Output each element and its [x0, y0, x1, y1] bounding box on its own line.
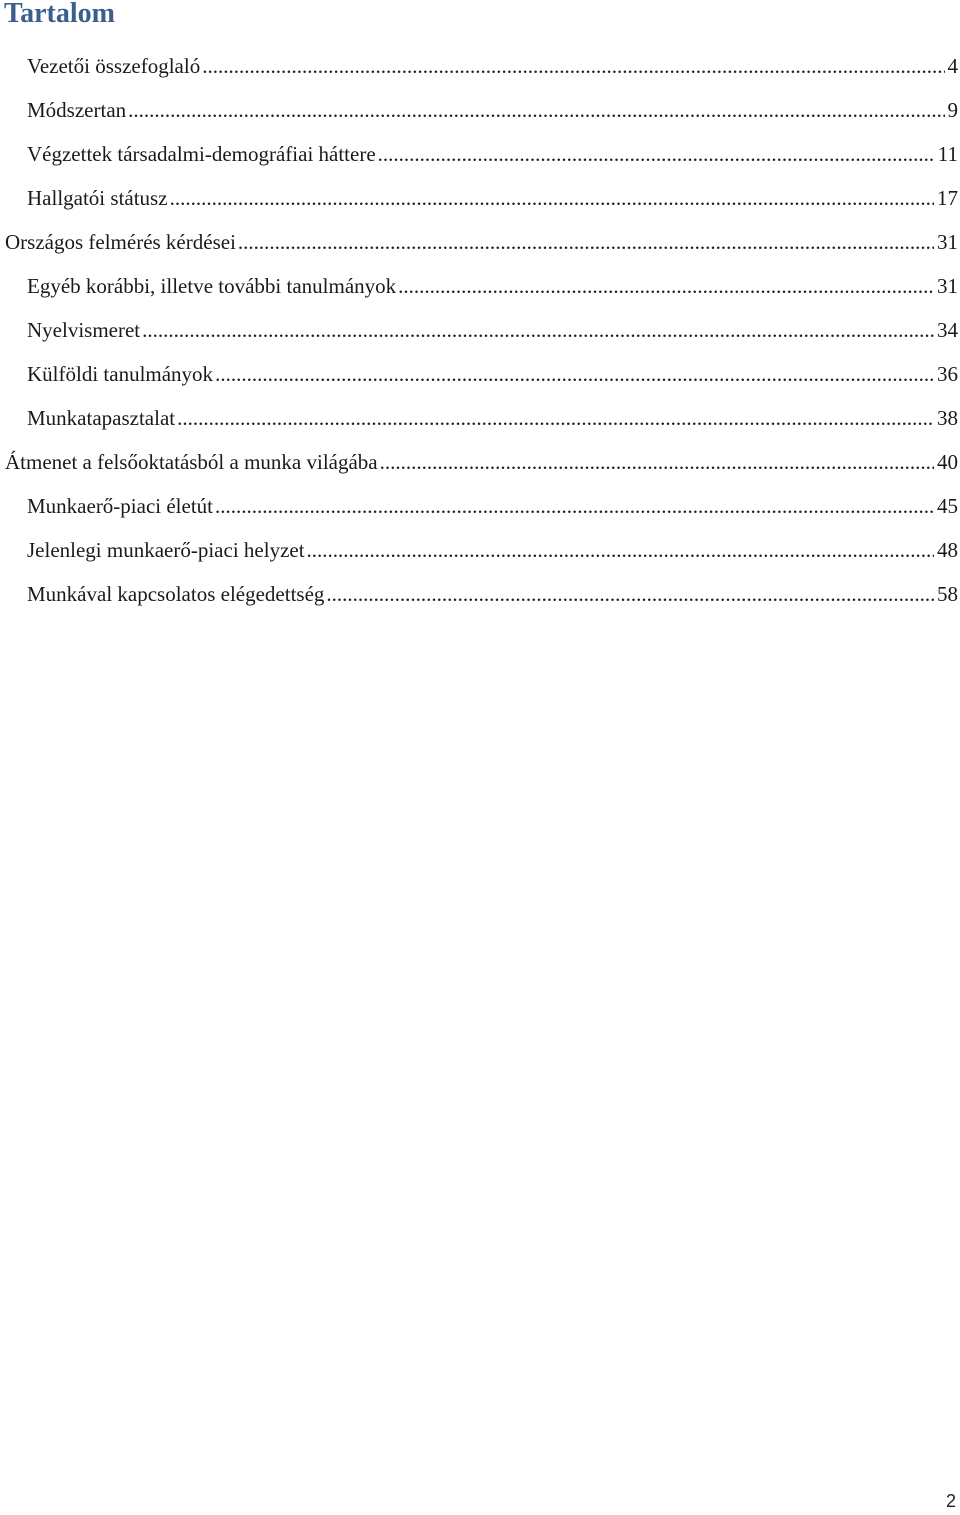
page-number: 2	[945, 1491, 956, 1511]
toc-entry-kulfoldi-tanulmanyok[interactable]	[0, 352, 960, 396]
dot-leader	[307, 535, 934, 565]
toc-entry-label: Nyelvismeret	[27, 318, 141, 342]
dot-leader	[202, 51, 944, 81]
toc-entry-label: Munkatapasztalat	[27, 406, 176, 430]
toc-entry-page: 48	[937, 538, 958, 562]
dot-leader	[215, 491, 934, 521]
toc-entry-hallgatoi-statusz[interactable]	[0, 176, 960, 220]
toc-entry-label: Egyéb korábbi, illetve további tanulmányok	[27, 274, 397, 298]
dot-leader	[128, 95, 944, 125]
toc-entry-page: 11	[937, 142, 958, 166]
toc-entry-orszagos-felmeres[interactable]	[0, 220, 960, 264]
dot-leader	[238, 227, 934, 257]
dot-leader	[215, 359, 934, 389]
toc-entry-label: Vezetői összefoglaló	[27, 54, 201, 78]
dot-leader	[177, 403, 934, 433]
toc-entry-page: 4	[947, 54, 958, 78]
toc-entry-munkaero-piaci-eletut[interactable]	[0, 484, 960, 528]
dot-leader	[170, 183, 934, 213]
dot-leader	[142, 315, 934, 345]
toc-entry-label: Jelenlegi munkaerő-piaci helyzet	[27, 538, 305, 562]
toc-entry-page: 36	[937, 362, 958, 386]
toc-entry-modszertan[interactable]	[0, 88, 960, 132]
toc-entry-atmenet[interactable]	[0, 440, 960, 484]
toc-entry-jelenlegi-helyzet[interactable]	[0, 528, 960, 572]
toc-list	[0, 44, 960, 616]
toc-entry-label: Külföldi tanulmányok	[27, 362, 214, 386]
toc-entry-page: 17	[937, 186, 958, 210]
dot-leader	[398, 271, 934, 301]
toc-entry-label: Hallgatói státusz	[27, 186, 168, 210]
toc-entry-page: 34	[937, 318, 958, 342]
dot-leader	[326, 579, 934, 609]
toc-entry-page: 40	[937, 450, 958, 474]
toc-entry-label: Országos felmérés kérdései	[5, 230, 236, 254]
toc-entry-page: 45	[937, 494, 958, 518]
toc-entry-nyelvismeret[interactable]	[0, 308, 960, 352]
toc-entry-label: Végzettek társadalmi-demográfiai háttere	[27, 142, 376, 166]
toc-entry-demografiai-hattere[interactable]	[0, 132, 960, 176]
toc-entry-label: Átmenet a felsőoktatásból a munka világába	[5, 450, 378, 474]
toc-entry-page: 31	[937, 230, 958, 254]
toc-entry-label: Munkával kapcsolatos elégedettség	[27, 582, 325, 606]
toc-entry-elegedettseg[interactable]	[0, 572, 960, 616]
toc-entry-vezetoi-osszefoglalo[interactable]	[0, 44, 960, 88]
toc-entry-page: 38	[937, 406, 958, 430]
toc-entry-label: Munkaerő-piaci életút	[27, 494, 214, 518]
toc-entry-label: Módszertan	[27, 98, 127, 122]
toc-entry-page: 58	[937, 582, 958, 606]
toc-entry-page: 9	[947, 98, 958, 122]
dot-leader	[378, 139, 935, 169]
dot-leader	[380, 447, 934, 477]
toc-entry-page: 31	[937, 274, 958, 298]
toc-entry-munkatapasztalat[interactable]	[0, 396, 960, 440]
toc-title: Tartalom	[4, 0, 115, 29]
toc-entry-egyeb-tanulmanyok[interactable]	[0, 264, 960, 308]
